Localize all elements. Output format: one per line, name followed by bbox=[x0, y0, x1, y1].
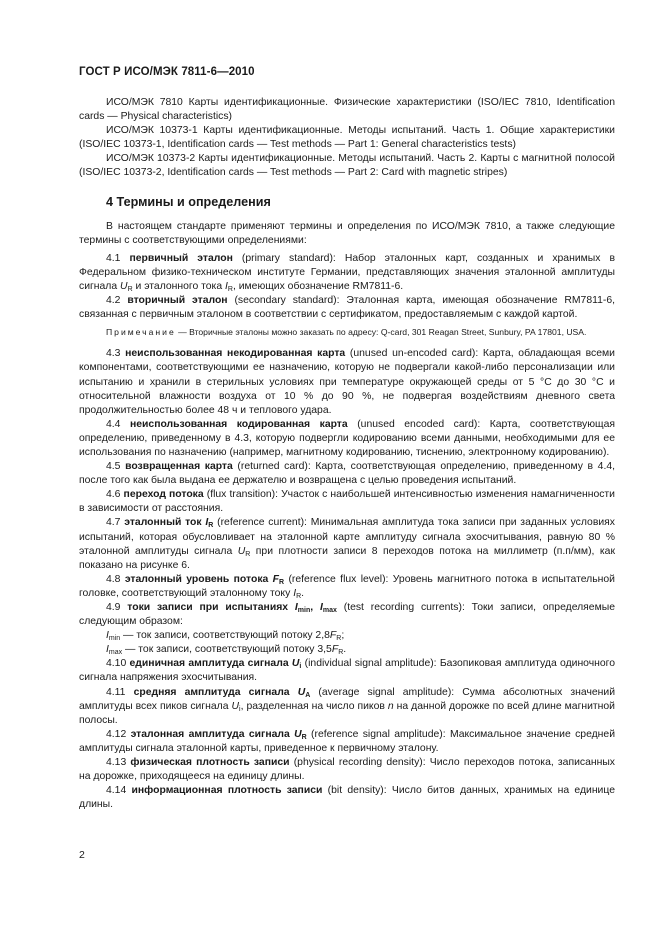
section-heading: 4 Термины и определения bbox=[106, 194, 271, 209]
term-name: единичная амплитуда сигнала $U_i$ bbox=[129, 658, 302, 671]
reference-item: ИСО/МЭК 7810 Карты идентификационные. Физические характеристики (ISO/IEC 7810, Identification cards — Physical characteristics) bbox=[79, 97, 615, 123]
term-name: токи записи при испытаниях $I_{min}$, $I_{max}$ bbox=[127, 602, 337, 614]
term-name: эталонный ток $I_R$ bbox=[124, 517, 214, 530]
term-name: средняя амплитуда сигнала $U_A$ bbox=[133, 686, 311, 699]
term-name: первичный эталон bbox=[129, 252, 233, 264]
term-4-11: 4.11 средняя амплитуда сигнала $U_A$ (average signal amplitude): Сумма абсолютных значений амплитуды всех пиков сигнала $U_i$, разделенная на число пиков n на данной дорожке по всей длине магнитной полосы. bbox=[79, 686, 615, 726]
document-body bbox=[79, 96, 615, 812]
term-4-12: 4.12 эталонная амплитуда сигнала $U_R$ (reference signal amplitude): Максимальное значение средней амплитуды сигнала эталонной карты, приведенное к первичному эталону. bbox=[79, 728, 615, 754]
term-4-13: 4.13 физическая плотность записи (physical recording density): Число переходов потока, записанных на дорожке, приходящееся на единицу длины. bbox=[79, 757, 615, 783]
page-number: 2 bbox=[79, 849, 85, 861]
term-name: информационная плотность записи bbox=[131, 785, 323, 797]
term-name: вторичный эталон bbox=[127, 295, 228, 307]
term-4-9-item-max: $I_{max}$ — ток записи, соответствующий потоку $3,5F_R$. bbox=[106, 644, 347, 657]
reference-item: ИСО/МЭК 10373-1 Карты идентификационные. Методы испытаний. Часть 1. Общие характеристики (ISO/IEC 10373-1, Identification cards — Test methods — Part 1: General characteristics tests) bbox=[79, 125, 615, 151]
term-name: переход потока bbox=[123, 489, 204, 501]
document-header: ГОСТ Р ИСО/МЭК 7811-6—2010 bbox=[79, 66, 255, 78]
term-name: эталонная амплитуда сигнала $U_R$ bbox=[130, 728, 307, 741]
term-4-3: 4.3 неиспользованная некодированная карта (unused un-encoded card): Карта, обладающая всеми компонентами, соответствующими ее назначению, которую не подвергали какой-либо персонализации или испытанию и хранили в стерильных условиях при температуре окружающей среды от 5 °C до 30 °C и относительной влажности воздуха от 10 % до 90 %, не подвергая воздействиям дневного света продолжительностью более 48 ч и теплового удара. bbox=[79, 348, 615, 416]
term-4-5: 4.5 возвращенная карта (returned card): Карта, соответствующая определению, приведенному в 4.4, после того как была выдана ее держателю и возвращена с целью проведения испытаний. bbox=[79, 461, 615, 487]
term-4-10: 4.10 единичная амплитуда сигнала $U_i$ (individual signal amplitude): Базопиковая амплитуда одиночного сигнала напряжения эхосчитывания. bbox=[79, 658, 615, 684]
term-name: возвращенная карта bbox=[125, 461, 233, 473]
term-4-8: 4.8 эталонный уровень потока $F_R$ (reference flux level): Уровень магнитного потока в испытательной головке, соответствующий эталонному току $I_R$. bbox=[79, 573, 615, 600]
term-4-4: 4.4 неиспользованная кодированная карта (unused encoded card): Карта, соответствующая определению, приведенному в 4.3, которую подвергли кодированию всеми данными, необходимыми для ее использования по назначению (например, магнитному кодированию, тиснению, электронному кодированию). bbox=[79, 418, 616, 458]
term-4-14: 4.14 информационная плотность записи (bit density): Число битов данных, хранимых на единице длины. bbox=[79, 785, 615, 811]
term-name: неиспользованная кодированная карта bbox=[129, 418, 348, 430]
section-intro: В настоящем стандарте применяют термины и определения по ИСО/МЭК 7810, а также следующие термины с соответствующими определениями: bbox=[79, 220, 615, 246]
term-4-7: 4.7 эталонный ток $I_R$ (reference current): Минимальная амплитуда тока записи при заданных условиях испытаний, которая обусловливает на эталонной карте амплитуду сигнала эхосчитывания, равную 80 % эталонной амплитуды сигнала $U_R$ при плотности записи 8 переходов потока на миллиметр (п.п/мм), как показано на рисунке 6. bbox=[79, 517, 615, 571]
term-name: неиспользованная некодированная карта bbox=[125, 348, 346, 360]
note-label: Примечание bbox=[106, 327, 176, 338]
reference-item: ИСО/МЭК 10373-2 Карты идентификационные. Методы испытаний. Часть 2. Карты с магнитной полосой (ISO/IEC 10373-2, Identification cards — Test methods — Part 2: Card with magnetic stripes) bbox=[79, 153, 615, 179]
note bbox=[79, 326, 615, 339]
term-4-9: 4.9 токи записи при испытаниях $I_{min}$, $I_{max}$ (test recording currents): Токи записи, определяемые следующим образом: bbox=[79, 602, 615, 628]
term-name: физическая плотность записи bbox=[130, 757, 290, 769]
term-4-2: 4.2 вторичный эталон (secondary standard): Эталонная карта, имеющая обозначение RM7811-6, связанная с первичным эталоном в соответствии с сертификатом, предоставляемым с каждой картой. bbox=[79, 295, 616, 321]
note-text: — Вторичные эталоны можно заказать по адресу: Q-card, 301 Reagan Street, Sunbury, PA 17801, USA. bbox=[175, 327, 587, 338]
term-4-1: 4.1 первичный эталон (primary standard): Набор эталонных карт, созданных и хранимых в Федеральном физико-техническом институте Германии, представляющих значения эталонной амплитуды сигнала $U_R$ и эталонного тока $I_R$, имеющих обозначение RM7811-6. bbox=[79, 252, 615, 294]
term-4-6: 4.6 переход потока (flux transition): Участок с наибольшей интенсивностью изменения намагниченности в зависимости от расстояния. bbox=[79, 489, 615, 515]
term-name: эталонный уровень потока $F_R$ bbox=[124, 573, 285, 586]
term-4-9-item-min: $I_{min}$ — ток записи, соответствующий потоку $2,8F_R$; bbox=[106, 630, 345, 643]
